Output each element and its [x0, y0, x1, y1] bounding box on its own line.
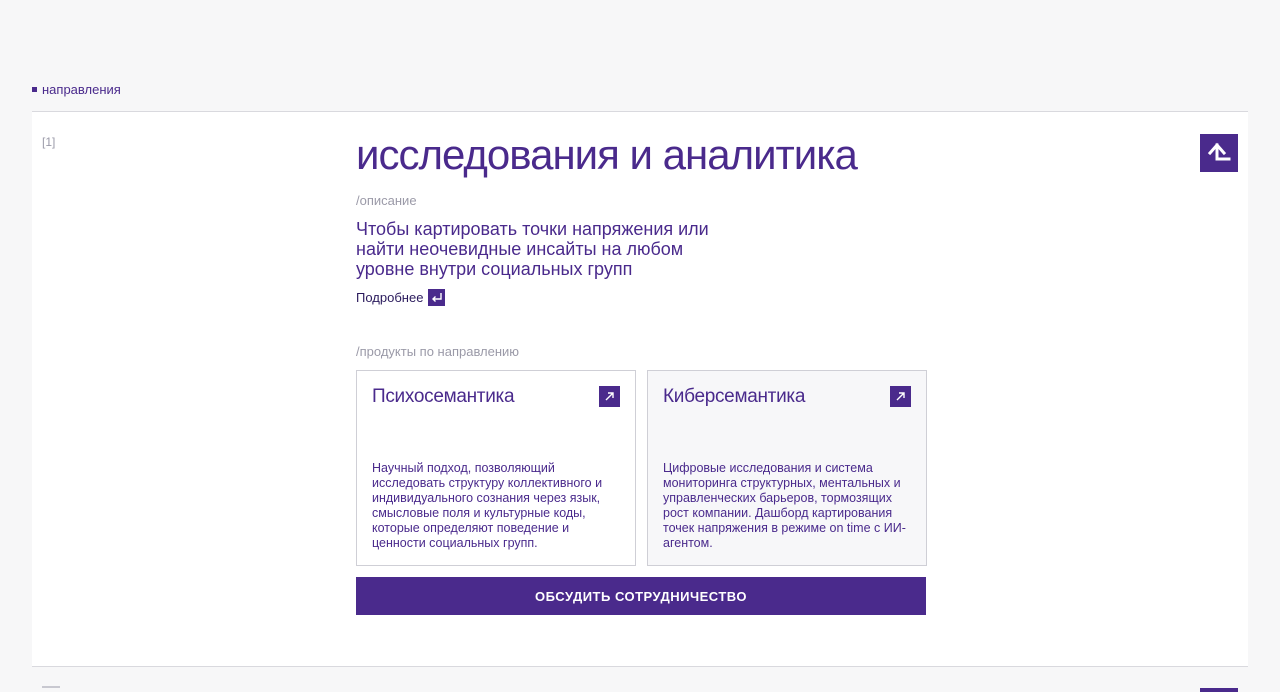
return-arrow-icon	[428, 289, 445, 306]
collapse-button[interactable]	[1200, 134, 1238, 172]
arrow-up-right-icon	[599, 386, 620, 407]
products-list	[356, 370, 927, 566]
page-title: исследования и аналитика	[356, 131, 857, 178]
square-bullet-icon	[32, 87, 37, 92]
section-label-text: направления	[42, 82, 121, 97]
product-title: Киберсемантика	[663, 386, 806, 407]
description-text: Чтобы картировать точки напряжения или найти неочевидные инсайты на любом уровне внутри социальных групп	[356, 219, 709, 279]
arrow-up-right-icon	[890, 386, 911, 407]
products-label: /продукты по направлению	[356, 344, 520, 359]
next-card-index	[42, 686, 60, 688]
product-card-psychosemantics[interactable]	[356, 370, 636, 566]
more-link[interactable]	[356, 289, 445, 306]
product-title: Психосемантика	[372, 386, 515, 407]
product-description: Цифровые исследования и система мониторинга структурных, ментальных и управленческих барьеров, тормозящих рост компании. Дашборд картирования точек напряжения в режиме on time с ИИ-агентом.	[663, 461, 906, 550]
card-content	[356, 130, 926, 604]
section-label	[32, 82, 121, 97]
product-card-cybersemantics[interactable]	[647, 370, 927, 566]
discuss-cooperation-button[interactable]: ОБСУДИТЬ СОТРУДНИЧЕСТВО	[356, 577, 926, 615]
card-index: [1]	[42, 135, 56, 149]
more-link-label: Подробнее	[356, 290, 424, 305]
arrow-up-collapse-icon	[1206, 140, 1232, 166]
direction-card	[32, 111, 1248, 667]
next-card-button[interactable]	[1200, 688, 1238, 692]
description-label: /описание	[356, 193, 417, 208]
product-description: Научный подход, позволяющий исследовать структуру коллективного и индивидуального сознания через язык, смысловые поля и культурные коды, которые определяют поведение и ценности социальных групп.	[372, 461, 603, 550]
